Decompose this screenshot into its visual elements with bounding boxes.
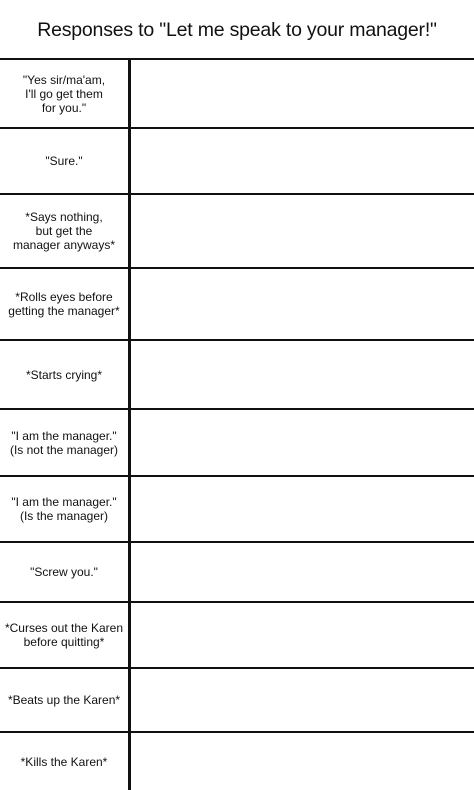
row-label	[0, 477, 128, 541]
row-label	[0, 669, 128, 731]
row-label	[0, 543, 128, 601]
row-label	[0, 603, 128, 667]
table-row	[0, 477, 474, 541]
empty-answer-cell	[131, 341, 474, 408]
empty-answer-cell	[131, 410, 474, 475]
row-label-line: for you."	[41, 100, 87, 115]
row-label	[0, 60, 128, 127]
alignment-grid	[0, 58, 474, 790]
row-label	[0, 341, 128, 408]
empty-answer-cell	[131, 543, 474, 601]
table-row	[0, 60, 474, 127]
row-label-line: *Starts crying*	[25, 367, 103, 382]
table-row	[0, 195, 474, 267]
row-label-line: (Is the manager)	[19, 509, 109, 523]
table-row	[0, 129, 474, 193]
chart-title: Responses to "Let me speak to your manager!"	[37, 19, 437, 41]
empty-answer-cell	[131, 129, 474, 193]
row-label-line: *Beats up the Karen*	[7, 693, 121, 707]
row-label-line: *Says nothing,	[25, 210, 103, 224]
row-label	[0, 269, 128, 339]
row-label-line: *Kills the Karen*	[20, 754, 108, 769]
row-label-line: but get the	[35, 224, 93, 238]
empty-answer-cell	[131, 60, 474, 127]
table-row	[0, 269, 474, 339]
row-label-line: I'll go get them	[25, 86, 103, 101]
row-label	[0, 410, 128, 475]
table-row	[0, 733, 474, 790]
empty-answer-cell	[131, 603, 474, 667]
empty-answer-cell	[131, 477, 474, 541]
row-label-line: "Screw you."	[30, 565, 98, 579]
row-label-line: "I am the manager."	[11, 428, 117, 443]
row-label-line: getting the manager*	[8, 304, 120, 318]
row-label-line: *Curses out the Karen	[4, 621, 124, 635]
table-row	[0, 410, 474, 475]
row-label-line: (Is not the manager)	[9, 442, 119, 457]
column-divider	[128, 58, 131, 790]
row-label-line: *Rolls eyes before	[15, 290, 113, 304]
row-label	[0, 129, 128, 193]
row-label-line: "Sure."	[45, 154, 83, 168]
row-label-line: manager anyways*	[12, 238, 116, 252]
row-label-line: "I am the manager."	[11, 495, 117, 509]
table-row	[0, 341, 474, 408]
empty-answer-cell	[131, 669, 474, 731]
table-row	[0, 669, 474, 731]
empty-answer-cell	[131, 733, 474, 790]
row-label-line: "Yes sir/ma'am,	[22, 72, 106, 87]
table-row	[0, 603, 474, 667]
empty-answer-cell	[131, 269, 474, 339]
row-label-line: before quitting*	[23, 635, 105, 649]
table-row	[0, 543, 474, 601]
empty-answer-cell	[131, 195, 474, 267]
row-label	[0, 195, 128, 267]
row-label	[0, 733, 128, 790]
